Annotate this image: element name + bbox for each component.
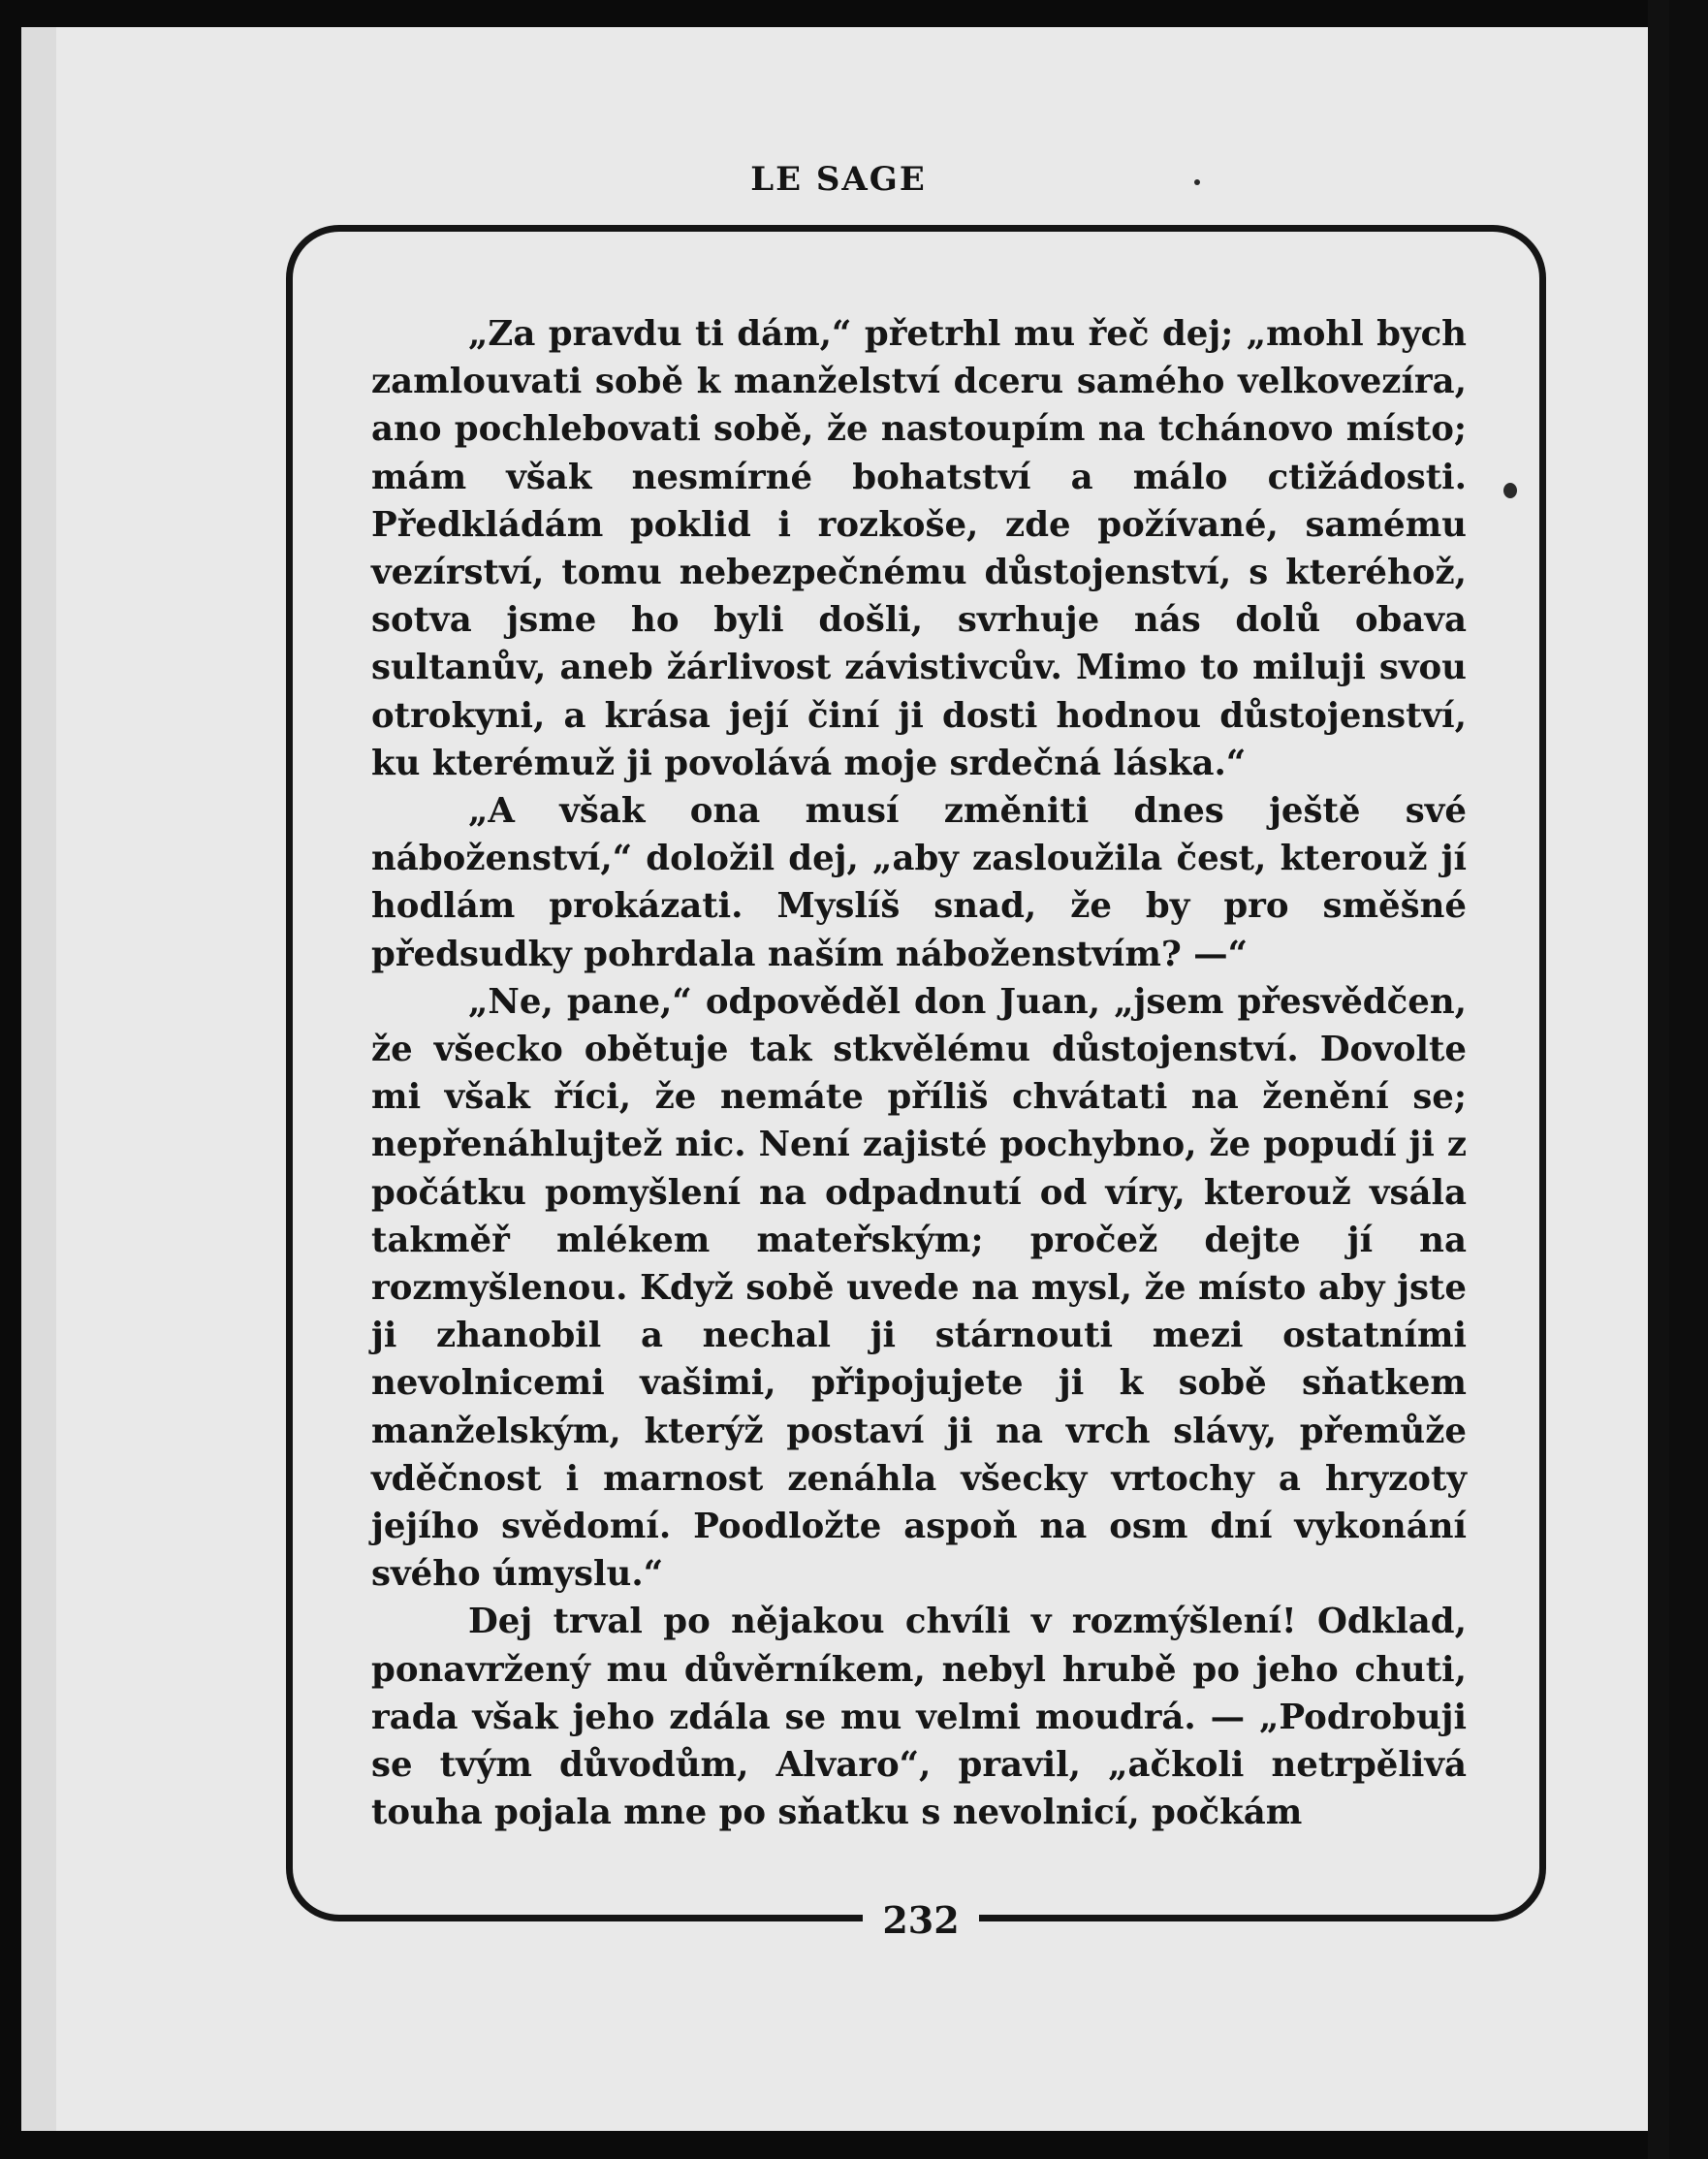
- ink-speck: [1503, 483, 1517, 498]
- paragraph: „A však ona musí změniti dnes ještě své náboženství,“ doložil dej, „aby zasloužila čest, kterouž jí hodlám prokázati. Myslíš snad, že by pro směšné předsudky pohrdala naším náboženstvím? —“: [371, 791, 1467, 974]
- paragraph: „Za pravdu ti dám,“ přetrhl mu řeč dej; „mohl bych zamlouvati sobě k manželství dceru samého velkovezíra, ano pochlebovati sobě, že nastoupím na tchánovo místo; mám však nesmírné bohatství a málo ctižádosti. Předkládám poklid i rozkoše, zde požívané, samému vezírství, tomu nebezpečnému důstojenství, s kteréhož, sotva jsme ho byli došli, svrhuje nás dolů obava sultanův, aneb žárlivost závistivcův. Mimo to miluji svou otrokyni, a krása její činí ji dosti hodnou důstojenství, ku kterémuž ji povolává moje srdečná láska.“: [371, 314, 1467, 783]
- book-gutter: [1648, 0, 1669, 2159]
- body-text: [371, 310, 1467, 1837]
- ink-speck: [1194, 179, 1200, 185]
- page-number: 232: [882, 1898, 960, 1942]
- page-edge-shadow: [21, 27, 56, 2131]
- paragraph: Dej trval po nějakou chvíli v rozmýšlení! Odklad, ponavržený mu důvěrníkem, nebyl hrubě po jeho chuti, rada však jeho zdála se mu velmi moudrá. — „Podrobuji se tvým důvodům, Alvaro“, pravil, „ačkoli netrpělivá touha pojala mne po sňatku s nevolnicí, počkám: [371, 1602, 1467, 1833]
- running-head: LE SAGE: [750, 160, 927, 199]
- scan-background: [1669, 0, 1708, 2159]
- paragraph: „Ne, pane,“ odpověděl don Juan, „jsem přesvědčen, že všecko obětuje tak stkvělému důstojenství. Dovolte mi však říci, že nemáte příliš chvátati na ženění se; nepřenáhlujtež nic. Není zajisté pochybno, že popudí ji z počátku pomyšlení na odpadnutí od víry, kterouž vsála takměř mlékem mateřským; pročež dejte jí na rozmyšlenou. Když sobě uvede na mysl, že místo aby jste ji zhanobil a nechal ji stárnouti mezi ostatními nevolnicemi vašimi, připojujete ji k sobě sňatkem manželským, kterýž postaví ji na vrch slávy, přemůže vděčnost i marnost zenáhla všecky vrtochy a hryzoty jejího svědomí. Poodložte aspoň na osm dní vykonání svého úmyslu.“: [371, 981, 1467, 1595]
